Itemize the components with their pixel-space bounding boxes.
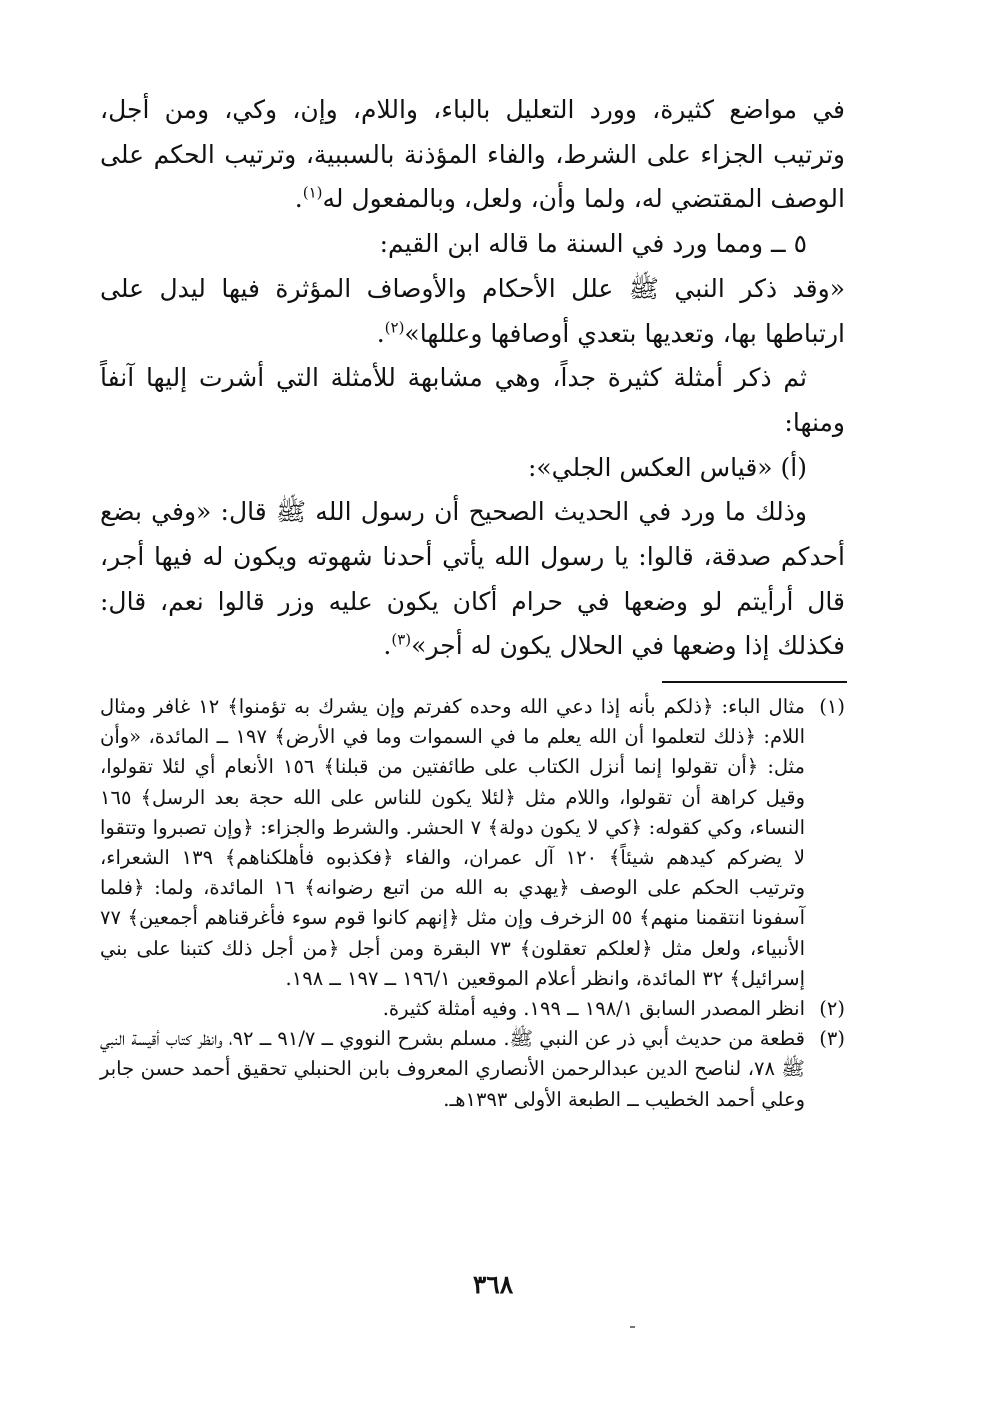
footnote-1: [100, 692, 845, 994]
footnote-3: [100, 1024, 845, 1115]
footnote-ref-1[interactable]: (١): [302, 184, 323, 203]
footnote-ref-3[interactable]: (٣): [391, 631, 412, 650]
footnotes: [100, 692, 845, 1115]
main-text: [100, 88, 845, 669]
footnote-number: (٢): [819, 997, 845, 1021]
paragraph-6: وذلك ما ورد في الحديث الصحيح أن رسول الله ﷺ قال: «وفي بضع أحدكم صدقة، قالوا: يا رسول الله يأتي أحدنا شهوته ويكون له فيها أجر، قال أرأيتم لو وضعها في حرام أكان يكون عليه وزر قالوا نعم، قال: فكذلك إذا وضعها في الحلال يكون له أجر»$^{(٣)}$.: [100, 497, 845, 661]
paragraph-2: ٥ ــ ومما ورد في السنة ما قاله ابن القيم:: [379, 229, 807, 259]
footnote-separator: [662, 681, 847, 683]
paragraph-4: ثم ذكر أمثلة كثيرة جداً، وهي مشابهة للأمثلة التي أشرت إليها آنفاً ومنها:: [100, 363, 845, 437]
footnote-text: مثال الباء: ﴿ذلكم بأنه إذا دعي الله وحده كفرتم وإن يشرك به تؤمنوا﴾ ١٢ غافر ومثال اللام: ﴿ذلك لتعلموا أن الله يعلم ما في السموات وما في الأرض﴾ ١٩٧ ــ المائدة، «وأن مثل: ﴿أن تقولوا إنما أنزل الكتاب على طائفتين من قبلنا﴾ ١٥٦ الأنعام أي لئلا تقولوا، وقيل كراهة أن تقولوا، واللام مثل ﴿لئلا يكون للناس على الله حجة بعد الرسل﴾ ١٦٥ النساء، وكي كقوله: ﴿كي لا يكون دولة﴾ ٧ الحشر. والشرط والجزاء: ﴿وإن تصبروا وتتقوا لا يضركم كيدهم شيئاً﴾ ١٢٠ آل عمران، والفاء ﴿فكذبوه فأهلكناهم﴾ ١٣٩ الشعراء، وترتيب الحكم على الوصف ﴿يهدي به الله من اتبع رضوانه﴾ ١٦ المائدة، ولما: ﴿فلما آسفونا انتقمنا منهم﴾ ٥٥ الزخرف وإن مثل ﴿إنهم كانوا قوم سوء فأغرقناهم أجمعين﴾ ٧٧ الأنبياء، ولعل مثل ﴿لعلكم تعقلون﴾ ٧٣ البقرة ومن أجل ﴿من أجل ذلك كتبنا على بني إسرائيل﴾ ٣٢ المائدة، وانظر أعلام الموقعين ١٩٦/١ ــ ١٩٧ ــ ١٩٨.: [100, 695, 806, 990]
footnote-ref-2[interactable]: (٢): [384, 318, 405, 337]
footnote-text: قطعة من حديث أبي ذر عن النبي ﷺ. مسلم بشرح النووي ــ ٩١/٧ ــ ٩٢، وانظر كتاب أقيسة النبي ﷺ ٧٨، لناصح الدين عبدالرحمن الأنصاري المعروف بابن الحنبلي تحقيق أحمد حسن جابر وعلي أحمد الخطيب ــ الطبعة الأولى ١٣٩٣هـ.: [100, 1027, 805, 1111]
paragraph-5-heading: (أ) «قياس العكس الجلي»:: [527, 452, 807, 482]
paragraph-3-quote: «وقد ذكر النبي ﷺ علل الأحكام والأوصاف المؤثرة فيها ليدل على ارتباطها بها، وتعديها بتعدي أوصافها وعللها»$^{(٢)}$.: [100, 273, 845, 348]
paragraph-1: في مواضع كثيرة، وورد التعليل بالباء، واللام، وإن، وكي، ومن أجل، وترتيب الجزاء على الشرط، والفاء المؤذنة بالسببية، وترتيب الحكم على الوصف المقتضي له، ولما وأن، ولعل، وبالمفعول له$^{(١)}$.: [100, 95, 845, 214]
footnote-text: انظر المصدر السابق ١٩٨/١ ــ ١٩٩. وفيه أمثلة كثيرة.: [382, 997, 805, 1021]
footnote-2: [100, 994, 845, 1024]
footnote-number: (٣): [819, 1027, 845, 1051]
scan-mark: [630, 1326, 635, 1328]
footnote-number: (١): [819, 695, 845, 718]
page-number: ٣٦٨: [472, 1270, 514, 1299]
